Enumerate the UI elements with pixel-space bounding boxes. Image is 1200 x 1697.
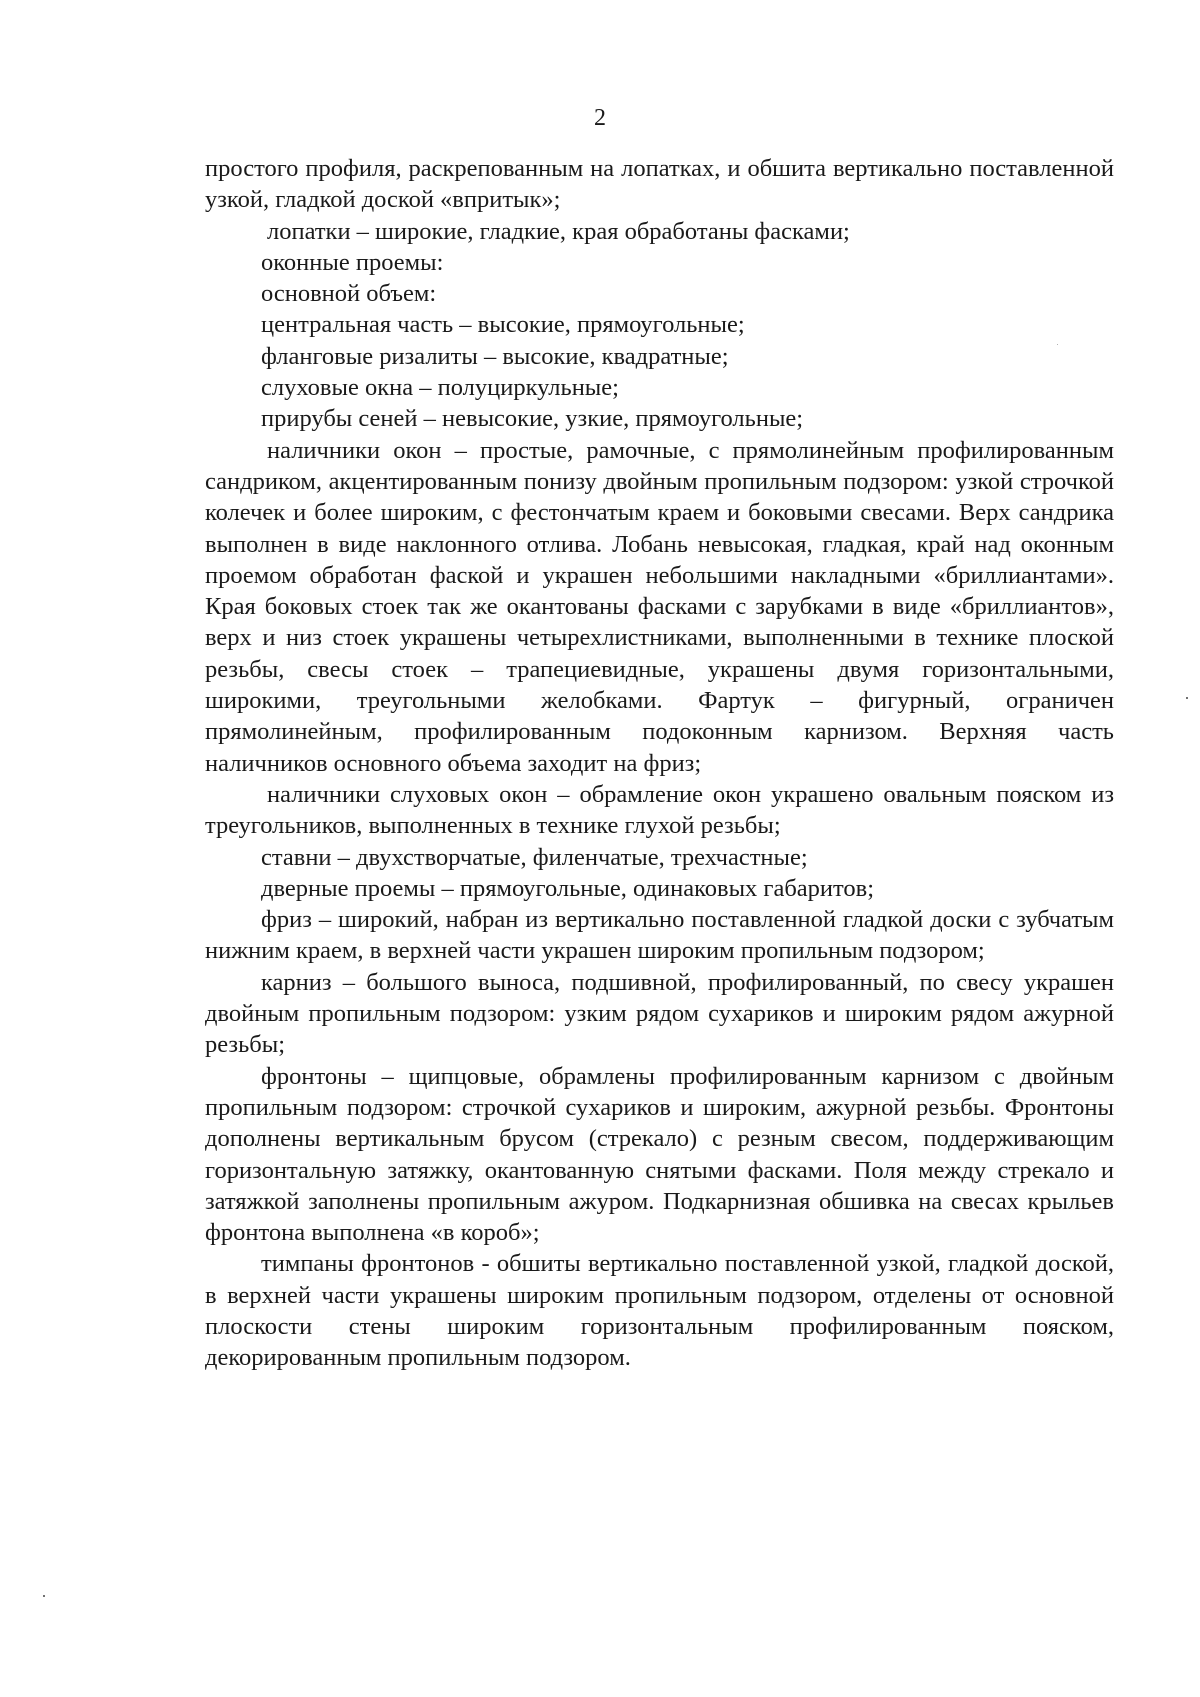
paragraph-shutters: ставни – двухстворчатые, филенчатые, трехчастные; [261, 843, 808, 871]
paragraph-window-surrounds: наличники окон – простые, рамочные, с прямолинейным профилированным сандриком, акцентированным понизу двойным пропильным подзором: узкой строчкой колечек и более широким, с фестончатым краем и боковыми свесами. Верх сандрика выполнен в виде наклонного отлива. Лобань невысокая, гладкая, край над оконным проемом обработан фаской и украшен небольшими накладными «бриллиантами». Края боковых стоек так же окантованы фасками с зарубками в виде «бриллиантов», верх и низ стоек украшены четырехлистниками, выполненными в технике плоской резьбы, свесы стоек – трапециевидные, украшены двумя горизонтальными, широкими, треугольными желобками. Фартук – фигурный, ограничен прямолинейным, профилированным подоконным карнизом. Верхняя часть наличников основного объема заходит на фриз; [205, 436, 1114, 777]
paragraph-main-volume: основной объем: [261, 280, 437, 308]
paragraph-gables: фронтоны – щипцовые, обрамлены профилированным карнизом с двойным пропильным подзором: строчкой сухариков и широким, ажурной резьбы. Фронтоны дополнены вертикальным брусом (стрекало) с резным свесом, поддерживающим горизонтальную затяжку, окантованную снятыми фасками. Поля между стрекало и затяжкой заполнены пропильным ажуром. Подкарнизная обшивка на свесах крыльев фронтона выполнена «в короб»; [205, 1062, 1114, 1247]
paragraph-pilasters: лопатки – широкие, гладкие, края обработаны фасками; [267, 217, 850, 245]
paragraph-facade-cladding: простого профиля, раскрепованным на лопатках, и обшита вертикально поставленной узкой, гладкой доской «впритык»; [205, 155, 1114, 214]
paragraph-dormer-windows: слуховые окна – полуциркульные; [261, 374, 619, 402]
page-number: 2 [594, 105, 606, 131]
paragraph-dormer-surrounds: наличники слуховых окон – обрамление окон украшено овальным пояском из треугольников, выполненных в технике глухой резьбы; [205, 780, 1114, 840]
paragraph-tympanums: тимпаны фронтонов - обшиты вертикально поставленной узкой, гладкой доской, в верхней части украшены широким пропильным подзором, отделены от основной плоскости стены широким горизонтальным профилированным пояском, декорированным пропильным подзором. [205, 1250, 1114, 1372]
paragraph-frieze: фриз – широкий, набран из вертикально поставленной гладкой доски с зубчатым нижним краем, в верхней части украшен широким пропильным подзором; [205, 906, 1114, 965]
paragraph-cornice: карниз – большого выноса, подшивной, профилированный, по свесу украшен двойным пропильным подзором: узким рядом сухариков и широким рядом ажурной резьбы; [205, 968, 1114, 1059]
paragraph-flank-risalits: фланговые ризалиты – высокие, квадратные; [261, 342, 729, 370]
scan-speck [43, 1595, 45, 1597]
document-body [205, 153, 1114, 1374]
paragraph-central-part: центральная часть – высокие, прямоугольные; [261, 311, 745, 339]
paragraph-window-openings: оконные проемы: [261, 248, 444, 276]
paragraph-entrance-annex: прирубы сеней – невысокие, узкие, прямоугольные; [261, 405, 804, 433]
scan-speck [1057, 344, 1058, 345]
paragraph-door-openings: дверные проемы – прямоугольные, одинаковых габаритов; [261, 874, 875, 902]
scan-speck [1186, 697, 1188, 699]
